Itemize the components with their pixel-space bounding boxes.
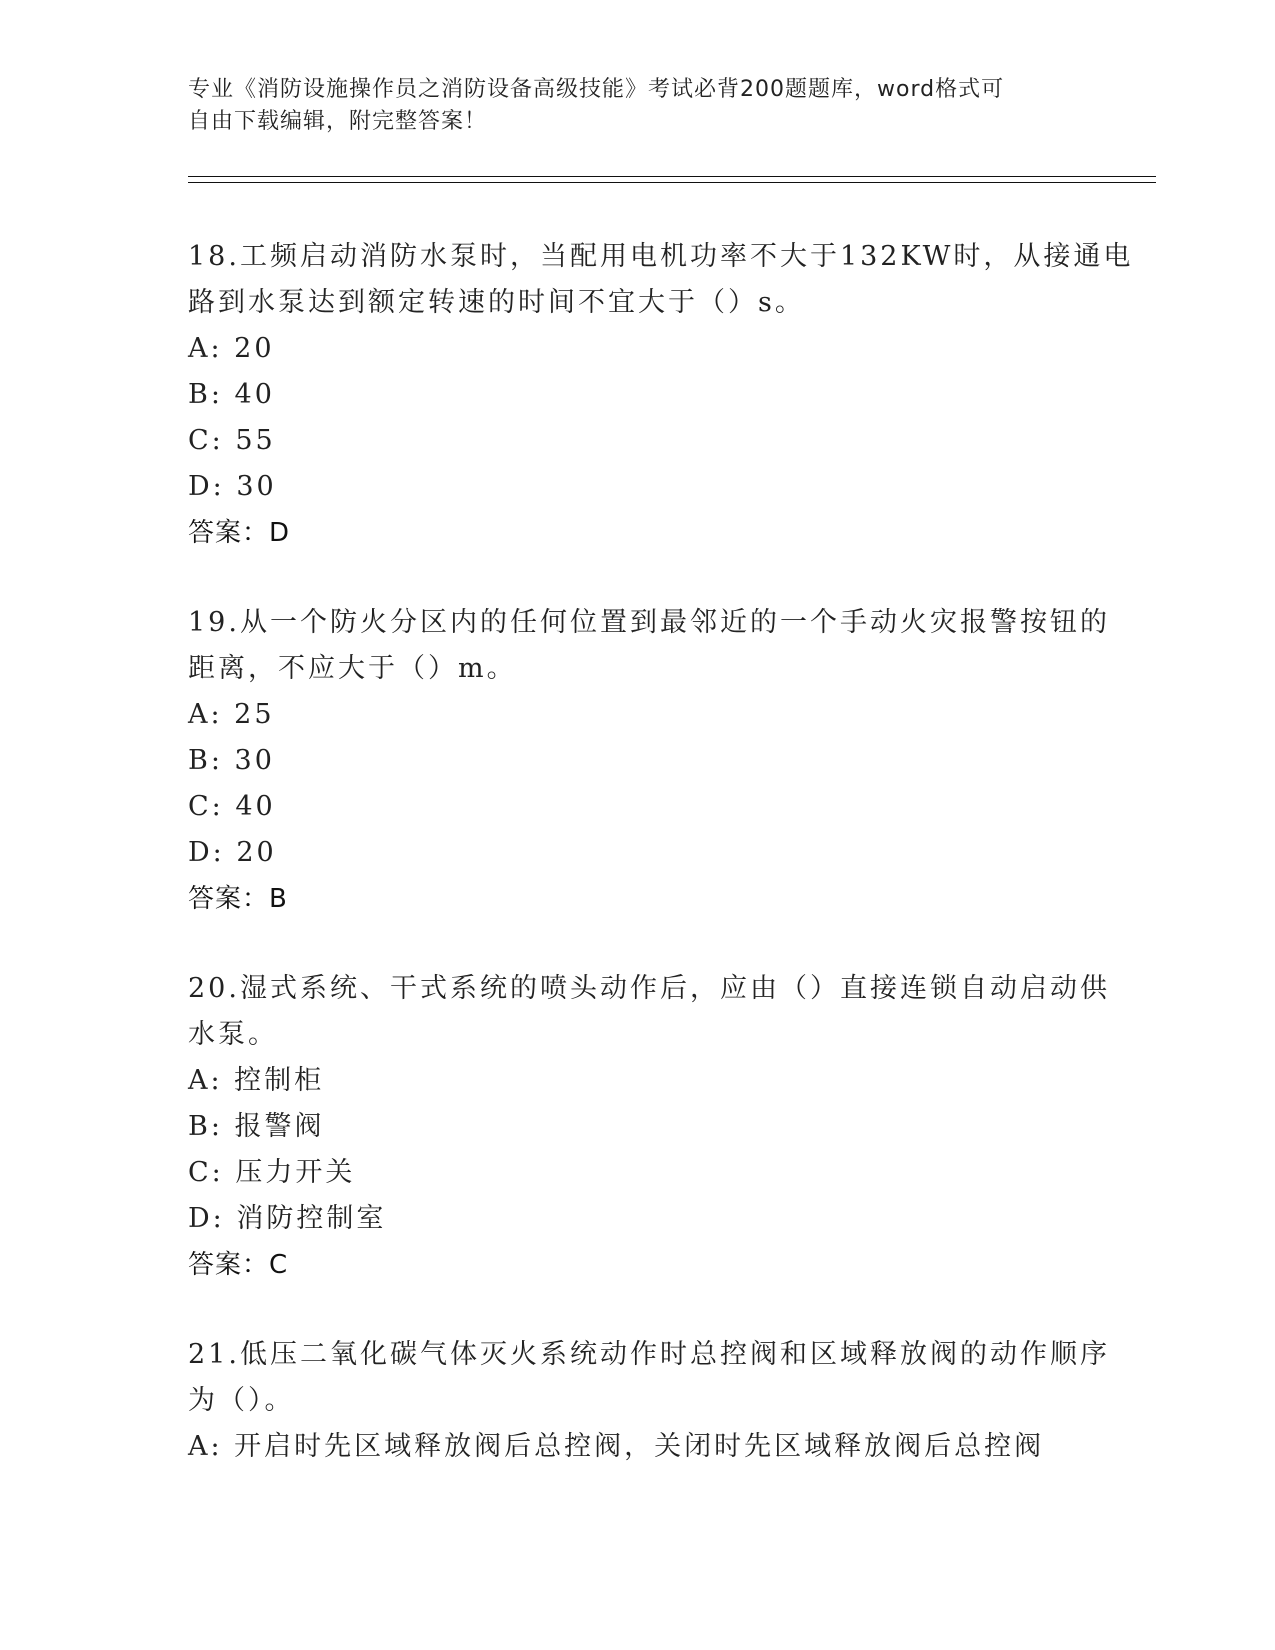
option-a: A: 开启时先区域释放阀后总控阀，关闭时先区域释放阀后总控阀 [188,1431,1045,1462]
question-20 [188,966,1110,1288]
question-stem-line: 18.工频启动消防水泵时，当配用电机功率不大于132KW时，从接通电 [188,241,1134,272]
question-stem-line: 路到水泵达到额定转速的时间不宜大于（）s。 [188,287,805,318]
header-divider-bottom [188,182,1156,183]
option-d: D: 20 [188,837,277,868]
option-a: A: 25 [188,699,275,730]
option-a: A: 20 [188,333,275,364]
question-21 [188,1332,1110,1470]
option-b: B: 40 [188,379,275,410]
question-stem [188,1332,1110,1424]
question-stem [188,234,1134,326]
document-header [188,74,1088,138]
answer-line: 答案：C [188,1250,289,1280]
header-divider-top [188,176,1156,177]
question-18 [188,234,1134,556]
answer-line: 答案：D [188,518,291,548]
option-a: A: 控制柜 [188,1065,325,1096]
header-text-line-1: 专业《消防设施操作员之消防设备高级技能》考试必背200题题库，word格式可 [188,77,1005,102]
answer-line: 答案：B [188,884,288,914]
question-stem [188,600,1110,692]
option-d: D: 30 [188,471,277,502]
question-stem-line: 距离，不应大于（）m。 [188,653,517,684]
option-d: D: 消防控制室 [188,1203,387,1234]
option-c: C: 40 [188,791,276,822]
option-b: B: 30 [188,745,275,776]
option-c: C: 压力开关 [188,1157,356,1188]
option-b: B: 报警阀 [188,1111,325,1142]
question-stem-line: 21.低压二氧化碳气体灭火系统动作时总控阀和区域释放阀的动作顺序 [188,1339,1110,1370]
question-19 [188,600,1110,922]
question-stem-line: 19.从一个防火分区内的任何位置到最邻近的一个手动火灾报警按钮的 [188,607,1110,638]
option-c: C: 55 [188,425,276,456]
header-text-line-2: 自由下载编辑，附完整答案！ [188,109,488,134]
question-stem-line: 为（）。 [188,1385,295,1416]
question-stem-line: 20.湿式系统、干式系统的喷头动作后，应由（）直接连锁自动启动供 [188,973,1110,1004]
question-stem [188,966,1110,1058]
question-stem-line: 水泵。 [188,1019,278,1050]
